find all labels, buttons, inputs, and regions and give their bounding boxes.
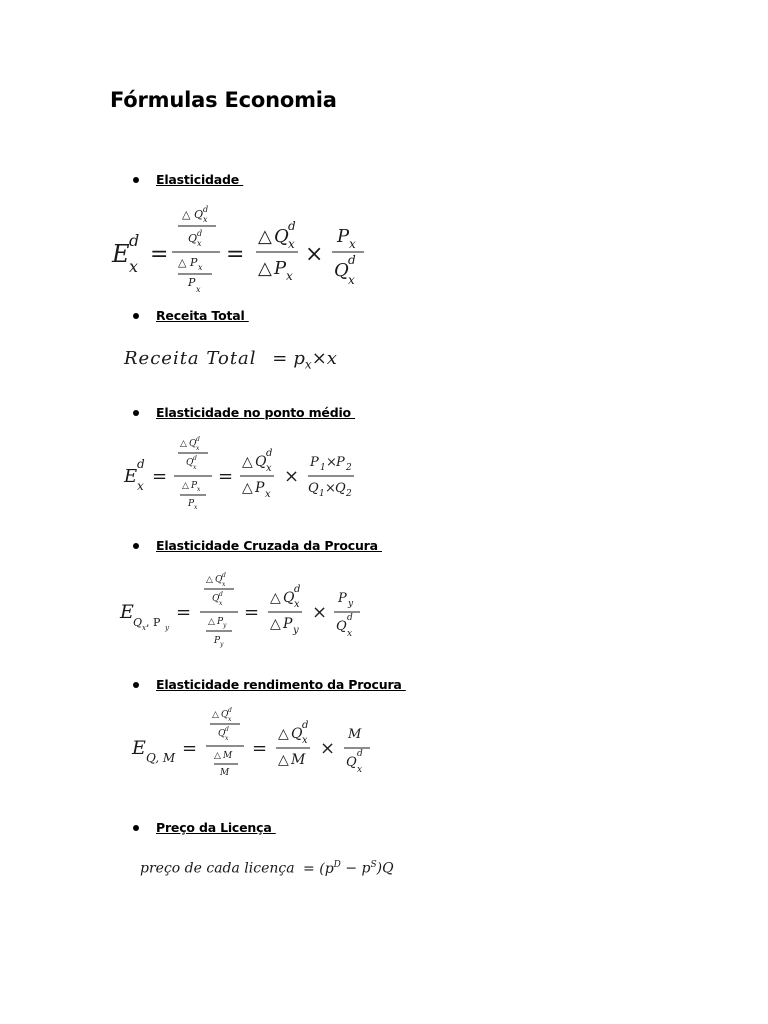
svg-text:△: △ — [212, 710, 219, 720]
svg-text:=: = — [152, 466, 168, 487]
section-heading-receita-total: Receita Total — [156, 308, 249, 323]
svg-text:x: x — [197, 486, 201, 493]
svg-text:△: △ — [258, 226, 272, 247]
svg-text:P: P — [188, 276, 196, 289]
svg-text:Q: Q — [212, 594, 220, 604]
svg-text:=: = — [218, 466, 234, 487]
svg-text:P: P — [214, 636, 221, 646]
svg-text:Q: Q — [308, 481, 319, 496]
svg-text:y: y — [220, 641, 224, 648]
svg-text:x: x — [228, 716, 232, 723]
svg-text:P: P — [310, 455, 319, 470]
svg-text:Q: Q — [291, 726, 303, 742]
svg-text:P: P — [190, 256, 198, 269]
section-heading-rendimento: Elasticidade rendimento da Procura — [156, 677, 406, 692]
formula-times: × — [311, 348, 327, 369]
formula-sup-s: S — [370, 860, 377, 870]
svg-text:Q, M: Q, M — [146, 751, 176, 765]
formula-var-p: p — [293, 348, 305, 369]
svg-text:d: d — [137, 457, 145, 471]
svg-text:=: = — [252, 738, 268, 759]
svg-text:d: d — [193, 455, 197, 462]
svg-text:x: x — [347, 629, 353, 639]
svg-text:1: 1 — [319, 489, 325, 499]
svg-text:×: × — [284, 466, 300, 487]
svg-text:x: x — [219, 600, 223, 607]
svg-text:d: d — [219, 591, 223, 598]
svg-text:P: P — [338, 591, 347, 606]
svg-text:x: x — [286, 269, 293, 283]
svg-text:P: P — [188, 499, 195, 509]
svg-text:x: x — [137, 479, 144, 493]
svg-text:E: E — [124, 466, 138, 487]
svg-text:Q: Q — [255, 454, 267, 470]
svg-text:Q: Q — [133, 616, 143, 629]
svg-text:×: × — [312, 602, 328, 623]
svg-text:2: 2 — [346, 489, 352, 499]
formula-elasticidade — [112, 200, 372, 304]
svg-text:d: d — [288, 219, 296, 233]
formula-rendimento — [132, 704, 382, 788]
svg-text:M: M — [348, 727, 362, 742]
svg-text:△: △ — [180, 439, 187, 449]
svg-text:Q: Q — [189, 439, 197, 449]
svg-text:x: x — [194, 504, 198, 511]
svg-text:=: = — [244, 602, 260, 623]
svg-text:P: P — [336, 455, 345, 470]
svg-text:P: P — [191, 481, 198, 491]
svg-text:Q: Q — [336, 619, 347, 634]
svg-text:△: △ — [178, 256, 187, 269]
svg-text:x: x — [203, 215, 208, 224]
formula-var-x: x — [326, 348, 337, 369]
svg-text:=: = — [176, 602, 192, 623]
svg-text:d: d — [348, 253, 356, 267]
svg-text:=: = — [226, 242, 245, 267]
svg-text:d: d — [266, 448, 273, 459]
svg-text:x: x — [142, 624, 146, 632]
svg-text:Q: Q — [334, 260, 349, 281]
svg-text:y: y — [348, 599, 354, 609]
bullet-icon — [133, 313, 139, 319]
svg-text:Q: Q — [221, 710, 229, 720]
svg-text:P: P — [283, 616, 293, 632]
svg-text:x: x — [222, 581, 226, 588]
svg-text:y: y — [165, 624, 169, 632]
svg-text:=: = — [150, 242, 169, 267]
svg-text:x: x — [357, 765, 363, 775]
formula-lhs: Receita Total — [124, 348, 257, 369]
svg-text:×: × — [326, 455, 337, 470]
bullet-icon — [133, 543, 139, 549]
formula-sub-x: x — [304, 357, 312, 372]
bullet-icon — [133, 682, 139, 688]
bullet-icon — [133, 410, 139, 416]
svg-text:△: △ — [270, 616, 281, 632]
svg-text:x: x — [225, 735, 229, 742]
svg-text:P: P — [337, 226, 350, 247]
svg-text:M: M — [220, 768, 230, 778]
formula-lhs: preço de cada licença — [140, 860, 295, 877]
svg-text:△: △ — [182, 208, 191, 221]
formula-minus: − p — [340, 860, 371, 877]
formula-end: )Q — [376, 860, 394, 877]
svg-text:△: △ — [214, 751, 221, 761]
formula-preco-licenca — [140, 860, 394, 877]
svg-text:P: P — [217, 617, 224, 627]
svg-text:△: △ — [208, 617, 215, 627]
svg-text:△: △ — [278, 752, 289, 768]
svg-text:x: x — [198, 263, 203, 272]
svg-text:P: P — [274, 258, 287, 279]
svg-text:d: d — [197, 229, 203, 238]
svg-text:d: d — [357, 749, 363, 759]
svg-text:x: x — [193, 464, 197, 471]
svg-text:d: d — [222, 572, 226, 579]
svg-text:y: y — [293, 625, 299, 636]
section-heading-cruzada: Elasticidade Cruzada da Procura — [156, 538, 383, 553]
svg-text:x: x — [302, 735, 308, 746]
svg-text:△: △ — [182, 481, 189, 491]
svg-text:Q: Q — [218, 729, 226, 739]
section-heading-preco-licenca: Preço da Licença — [156, 820, 276, 835]
svg-text:Q: Q — [283, 590, 295, 606]
svg-text:d: d — [225, 726, 229, 733]
svg-text:x: x — [288, 237, 295, 251]
formula-sup-d: D — [333, 860, 341, 870]
formula-cruzada — [120, 568, 370, 656]
svg-text:Q: Q — [274, 226, 289, 247]
svg-text:△: △ — [242, 454, 253, 470]
svg-text:x: x — [294, 599, 300, 610]
svg-text:Q: Q — [215, 575, 223, 585]
svg-text:E: E — [120, 601, 134, 623]
svg-text:Q: Q — [186, 458, 194, 468]
svg-text:M: M — [223, 751, 233, 761]
svg-text:△: △ — [270, 590, 281, 606]
svg-text:d: d — [294, 584, 301, 595]
svg-text:×: × — [325, 481, 336, 496]
formula-receita-total: Receita Total = $p_x\times x$ — [124, 348, 337, 372]
svg-text:△: △ — [242, 480, 253, 496]
svg-text:Q: Q — [188, 232, 198, 245]
svg-text:x: x — [197, 239, 202, 248]
svg-text:d: d — [196, 436, 200, 443]
svg-text:x: x — [266, 463, 272, 474]
bullet-icon — [133, 177, 139, 183]
svg-text:E: E — [112, 240, 130, 268]
section-heading-elasticidade: Elasticidade — [156, 172, 244, 187]
svg-text:x: x — [196, 445, 200, 452]
svg-text:d: d — [203, 205, 209, 214]
svg-text:Q: Q — [335, 481, 346, 496]
svg-text:△: △ — [258, 258, 272, 279]
svg-text:y: y — [223, 622, 227, 629]
svg-text:1: 1 — [320, 463, 326, 473]
svg-text:=: = — [182, 738, 198, 759]
page-title: Fórmulas Economia — [110, 88, 337, 112]
section-heading-ponto-medio: Elasticidade no ponto médio — [156, 405, 356, 420]
formula-eq: = (p — [303, 860, 334, 877]
svg-text:△: △ — [278, 726, 289, 742]
svg-text:x: x — [348, 273, 355, 287]
svg-text:d: d — [228, 707, 232, 714]
formula-ponto-medio — [124, 432, 364, 518]
svg-text:Q: Q — [346, 755, 357, 770]
svg-text:d: d — [129, 231, 140, 250]
svg-text:d: d — [347, 613, 353, 623]
svg-text:M: M — [291, 752, 306, 768]
svg-text:d: d — [302, 720, 309, 731]
bullet-icon — [133, 825, 139, 831]
svg-text:x: x — [349, 237, 356, 251]
svg-text:x: x — [265, 489, 271, 500]
svg-text:×: × — [305, 242, 324, 267]
svg-text:Q: Q — [194, 208, 204, 221]
svg-text:, P: , P — [146, 616, 161, 629]
svg-text:E: E — [132, 737, 146, 759]
svg-text:P: P — [255, 480, 265, 496]
svg-text:×: × — [320, 738, 336, 759]
svg-text:2: 2 — [346, 463, 352, 473]
svg-text:x: x — [129, 257, 139, 276]
svg-text:x: x — [196, 285, 201, 294]
svg-text:△: △ — [206, 575, 213, 585]
